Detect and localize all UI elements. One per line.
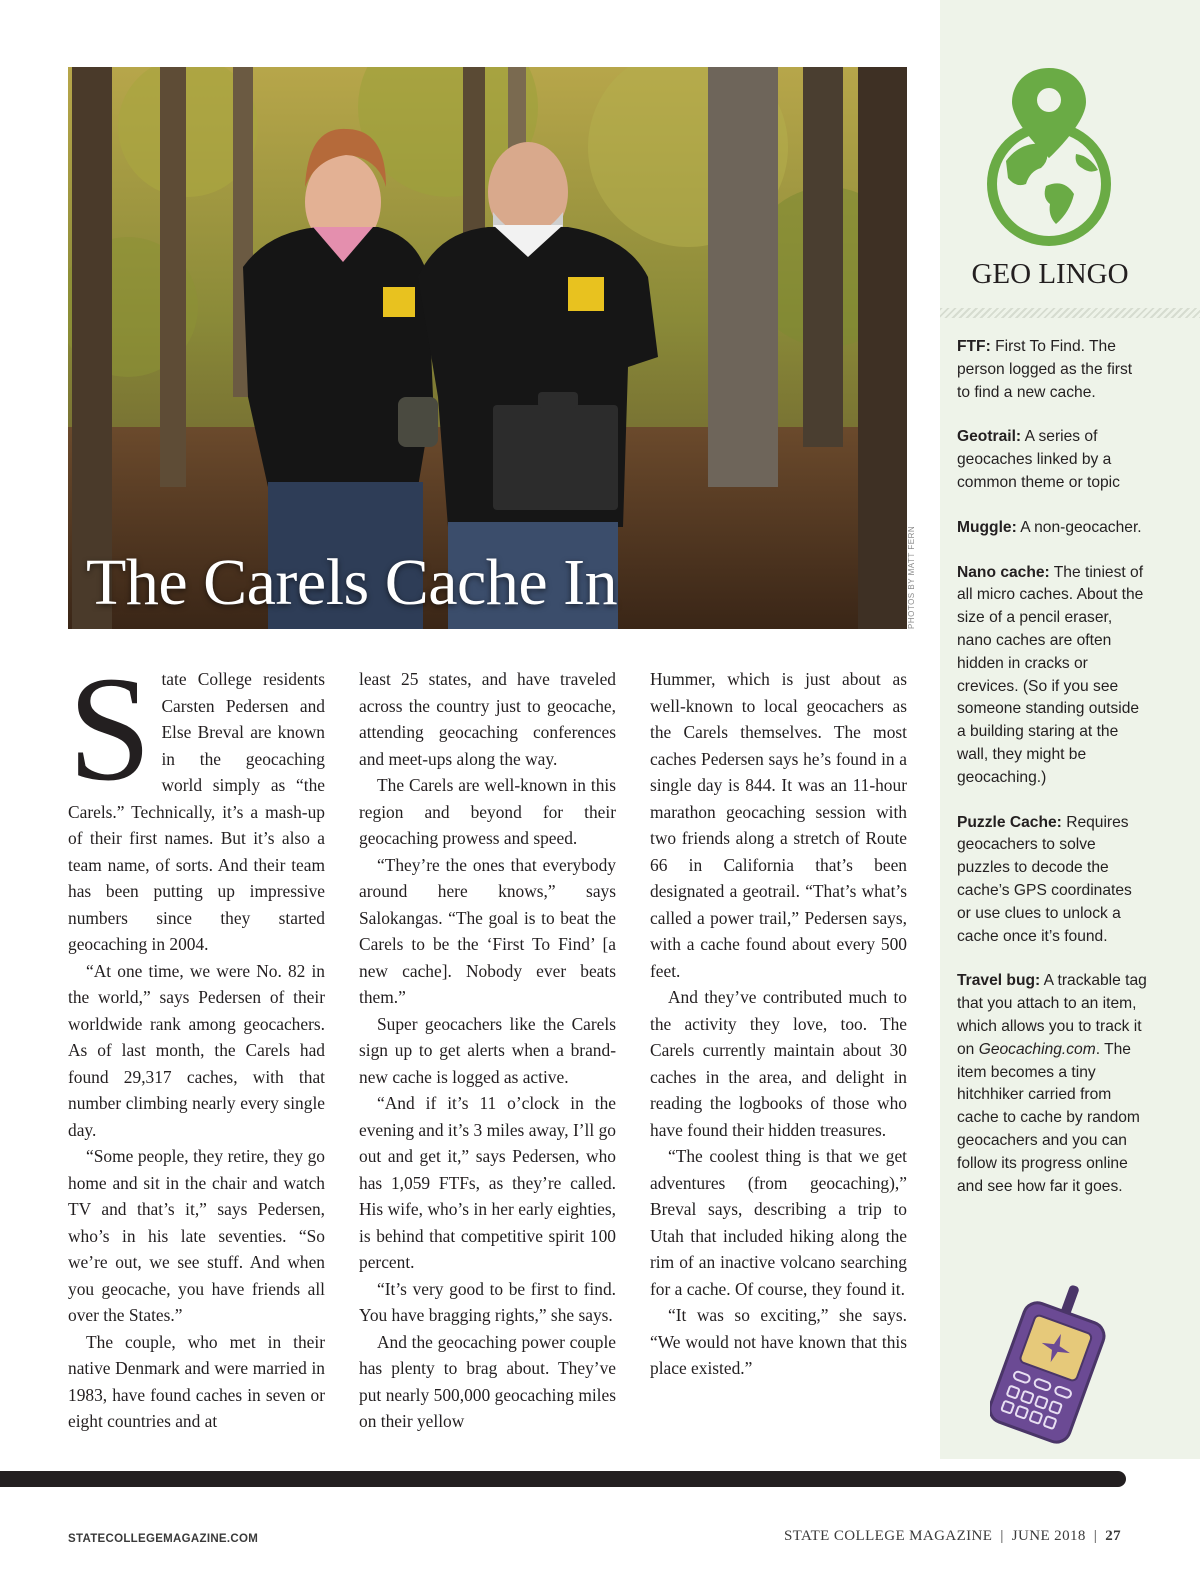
definition: Requires geocachers to solve puzzles to decode the cache’s GPS coordinates or use clues to unlock a cache once it’s found. — [957, 813, 1132, 945]
article-column-3 — [650, 666, 907, 1382]
glossary-entry — [957, 970, 1147, 1198]
term: FTF: — [957, 338, 991, 355]
paragraph: least 25 states, and have traveled across the country just to geocache, attending geocaching conferences and meet-ups along the way. — [359, 669, 616, 769]
definition: The tiniest of all micro caches. About the size of a pencil eraser, nano caches are often hidden in cracks or crevices. (So if you see someone standing outside a building staring at the wall, they might be geocaching.) — [957, 563, 1144, 786]
definition: First To Find. The person logged as the first to find a new cache. — [957, 338, 1133, 401]
definition: . The item becomes a tiny hitchhiker carried from cache to cache by random geocachers and you can follow its progress online and see how far it goes. — [957, 1040, 1140, 1195]
article-column-2 — [359, 666, 616, 1435]
term: Nano cache: — [957, 563, 1050, 581]
paragraph: “They’re the ones that everybody around here knows,” says Salokangas. “The goal is to beat the Carels to be the ‘First To Find’ [a new cache]. Nobody ever beats them.” — [359, 854, 616, 1007]
separator: | — [1000, 1528, 1004, 1544]
photo-credit: PHOTOS BY MATT FERN — [907, 525, 916, 629]
glossary-entry — [957, 426, 1147, 494]
paragraph: The Carels are well-known in this region and beyond for their geocaching prowess and speed. — [359, 775, 616, 848]
globe-pin-icon — [986, 66, 1114, 248]
definition: A trackable tag that you attach to an item, which allows you to track it on — [957, 972, 1147, 1058]
divider — [940, 308, 1200, 318]
paragraph: Super geocachers like the Carels sign up to get alerts when a brand-new cache is logged as active. — [359, 1013, 616, 1087]
paragraph: “Some people, they retire, they go home and sit in the chair and watch TV and that’s it,” says Pedersen, who’s in his late seventies. “So we’re out, we see stuff. And when you geocache, you have friends all over the States.” — [68, 1146, 325, 1325]
glossary-list — [957, 336, 1147, 1220]
paragraph: “It was so exciting,” she says. “We would not have known that this place existed.” — [650, 1305, 907, 1378]
term: Puzzle Cache: — [957, 813, 1062, 831]
glossary-entry — [957, 517, 1147, 540]
paragraph: “At one time, we were No. 82 in the world,” says Pedersen of their worldwide rank among geocachers. As of last month, the Carels had found 29,317 caches, with that number climbing nearly every single day. — [68, 960, 325, 1140]
footer-folio — [784, 1528, 1121, 1545]
paragraph: The couple, who met in their native Denmark and were married in 1983, have found caches in seven or eight countries and at — [68, 1331, 325, 1431]
geo-lingo-sidebar — [940, 0, 1200, 1459]
footer-bar — [0, 1471, 1126, 1487]
paragraph: “And if it’s 11 o’clock in the evening and it’s 3 miles away, I’ll go out and get it,” says Pedersen, who has 1,059 FTFs, as they’re called. His wife, who’s in her early eighties, is behind that competitive spirit 100 percent. — [359, 1093, 616, 1272]
definition: A non-geocacher. — [1016, 518, 1142, 536]
definition-italic: Geocaching.com — [978, 1040, 1096, 1058]
issue-date: JUNE 2018 — [1011, 1528, 1086, 1544]
drop-cap: S — [68, 646, 152, 812]
gps-device-icon — [990, 1282, 1110, 1447]
paragraph: And they’ve contributed much to the activity they love, too. The Carels currently maintain about 30 caches in the area, and delight in reading the logbooks of those who have found their hidden treasures. — [650, 987, 907, 1140]
definition: A series of geocaches linked by a common theme or topic — [957, 428, 1120, 491]
sidebar-title: GEO LINGO — [971, 258, 1129, 290]
paragraph: “The coolest thing is that we get adventures (from geocaching),” Breval says, describing a trip to Utah that included hiking along the rim of an inactive volcano searching for a cache. Of course, they found it. — [650, 1146, 907, 1299]
glossary-entry — [957, 562, 1147, 790]
glossary-entry — [957, 336, 1147, 404]
separator: | — [1093, 1528, 1098, 1544]
article-title: The Carels Cache In — [86, 546, 618, 619]
magazine-name: STATE COLLEGE MAGAZINE — [783, 1528, 993, 1544]
page-number: 27 — [1105, 1528, 1121, 1544]
article-column-1 — [68, 646, 325, 1435]
paragraph: And the geocaching power couple has plenty to brag about. They’ve put nearly 500,000 geocaching miles on their yellow — [359, 1331, 616, 1431]
paragraph: Hummer, which is just about as well-known to local geocachers as the Carels themselves. The most caches Pedersen says he’s found in a single day is 844. It was an 11-hour marathon geocaching session with two friends along a stretch of Route 66 in California that’s been designated a geotrail. “That’s what’s called a power trail,” Pedersen says, with a cache found about every 500 feet. — [650, 669, 907, 981]
term: Muggle: — [957, 518, 1017, 536]
hero-photo — [68, 67, 907, 629]
paragraph: State College residents Carsten Pedersen and Else Breval are known in the geocaching world simply as “the Carels.” Technically, it’s a mash-up of their first names. But it’s also a team name, of sorts. And their team has been putting up impressive numbers since they started geocaching in 2004. — [68, 646, 325, 954]
term: Geotrail: — [957, 428, 1022, 446]
footer-website: STATECOLLEGEMAGAZINE.COM — [68, 1533, 259, 1545]
glossary-entry — [957, 812, 1147, 949]
term: Travel bug: — [957, 972, 1041, 990]
paragraph: “It’s very good to be first to find. You have bragging rights,” she says. — [359, 1278, 616, 1325]
